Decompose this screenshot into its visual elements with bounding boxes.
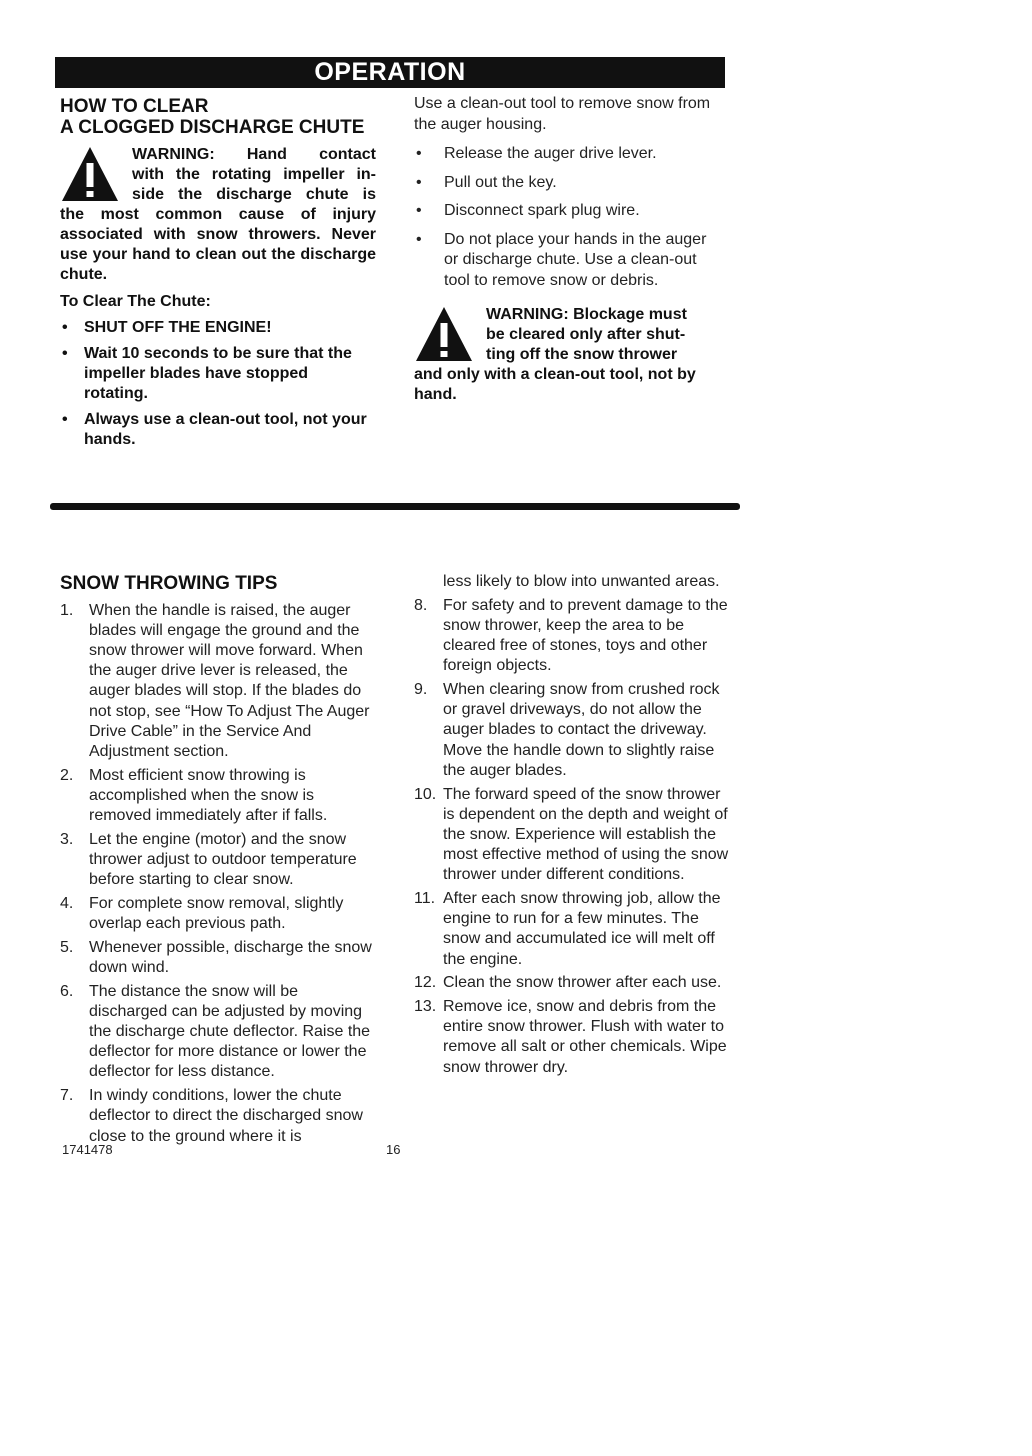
snow-tips-list-right <box>414 572 734 1078</box>
auger-cleanout-intro: Use a clean-out tool to remove snow from the auger housing. <box>414 95 711 133</box>
snow-tips-heading-wrap <box>60 573 277 594</box>
list-item: 5. Whenever possible, discharge the snow down wind. <box>60 938 372 976</box>
page-number: 16 <box>386 1142 401 1157</box>
list-item: • Wait 10 seconds to be sure that the impeller blades have stopped rotating. <box>62 345 352 402</box>
list-item: • Do not place your hands in the auger or discharge chute. Use a clean-out tool to remove snow or debris. <box>416 230 707 289</box>
section-divider <box>50 503 740 510</box>
list-item: 1. When the handle is raised, the auger blades will engage the ground and the snow thrower will move forward. When the auger drive lever is released, the auger blades will stop. If the blades do not stop, see “How To Adjust The Auger Drive Cable” in the Service And Adjustment section. <box>60 601 370 760</box>
auger-cleanout-list <box>414 144 718 291</box>
impeller-warning <box>60 145 376 285</box>
warning-line: WARNING: Blockage must <box>486 306 687 323</box>
list-item: • Pull out the key. <box>416 173 557 191</box>
snow-tips-right-column <box>414 572 734 1078</box>
section-banner: OPERATION <box>55 57 725 88</box>
clear-chute-subheading: To Clear The Chute: <box>60 293 211 310</box>
blockage-warning <box>414 305 718 405</box>
list-item: 12. Clean the snow thrower after each use. <box>414 974 722 992</box>
list-item: 10. The forward speed of the snow thrower is dependent on the depth and weight of the snow. Experience will establish the most effective method of using the snow thrower under different conditions. <box>414 785 729 884</box>
warning-line: side the discharge chute is <box>132 186 376 203</box>
warning-icon <box>414 305 474 363</box>
list-item: • Disconnect spark plug wire. <box>416 202 640 219</box>
clear-chute-heading-line2: A CLOGGED DISCHARGE CHUTE <box>60 117 365 138</box>
clear-chute-section <box>60 96 376 450</box>
snow-tips-left-column <box>60 597 380 1147</box>
warning-body: the most common cause of injury associated with snow throwers. Never use your hand to clean out the discharge chute. <box>60 206 376 283</box>
list-item: 2. Most efficient snow throwing is accomplished when the snow is removed immediately after if falls. <box>60 766 328 825</box>
warning-line: WARNING: Hand contact <box>132 146 376 163</box>
clear-chute-steps <box>60 318 376 450</box>
warning-icon <box>60 145 120 203</box>
snow-tips-heading: SNOW THROWING TIPS <box>60 573 278 594</box>
warning-body: and only with a clean-out tool, not by hand. <box>414 366 696 403</box>
list-item: 3. Let the engine (motor) and the snow thrower adjust to outdoor temperature before starting to clear snow. <box>60 830 357 889</box>
warning-line: be cleared only after shut- <box>486 326 686 343</box>
list-item: • SHUT OFF THE ENGINE! <box>62 319 272 336</box>
list-item: 8. For safety and to prevent damage to the snow thrower, keep the area to be cleared free of stones, toys and other foreign objects. <box>414 596 728 675</box>
list-item: 4. For complete snow removal, slightly overlap each previous path. <box>60 894 344 933</box>
warning-line: with the rotating impeller in- <box>132 166 376 183</box>
list-item: less likely to blow into unwanted areas. <box>443 573 720 590</box>
list-item: 6. The distance the snow will be discharged can be adjusted by moving the discharge chute deflector. Raise the deflector for more distance or lower the deflector for less distance. <box>60 982 371 1081</box>
list-item: • Release the auger drive lever. <box>416 145 657 162</box>
list-item: 9. When clearing snow from crushed rock or gravel driveways, do not allow the auger blades to contact the driveway. Move the handle down to slightly raise the auger blades. <box>414 681 720 779</box>
list-item: 7. In windy conditions, lower the chute deflector to direct the discharged snow close to the ground where it is <box>60 1087 363 1145</box>
list-item: 13. Remove ice, snow and debris from the entire snow thrower. Flush with water to remove all salt or other chemicals. Wipe snow thrower dry. <box>414 998 727 1076</box>
list-item: • Always use a clean-out tool, not your hands. <box>62 411 367 448</box>
part-number: 1741478 <box>62 1142 113 1157</box>
auger-cleanout-section <box>414 94 718 405</box>
snow-tips-list-left <box>60 601 380 1147</box>
list-item: 11. After each snow throwing job, allow the engine to run for a few minutes. The snow and accumulated ice will melt off the engine. <box>414 890 721 968</box>
warning-line: ting off the snow thrower <box>486 346 678 363</box>
clear-chute-heading-line1: HOW TO CLEAR <box>60 96 209 117</box>
